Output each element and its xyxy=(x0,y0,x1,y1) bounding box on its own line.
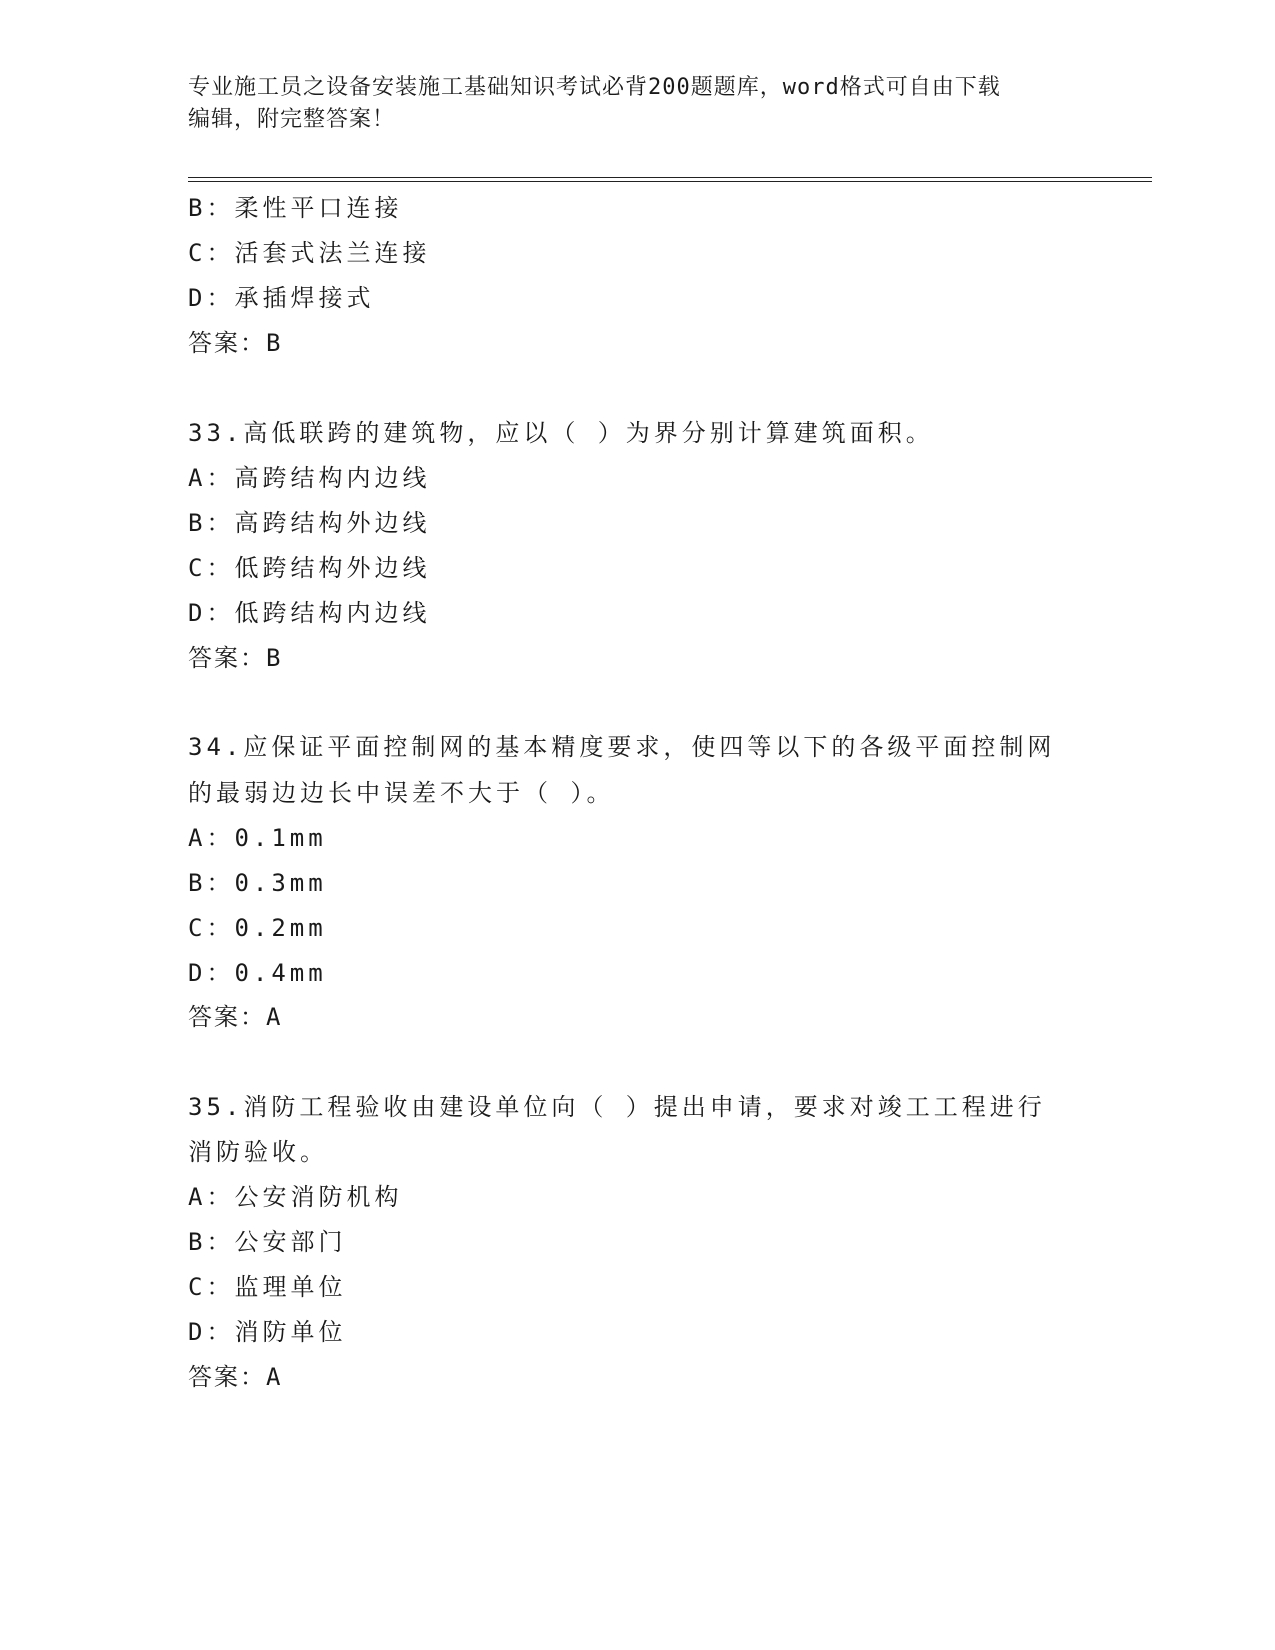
q35-option-c: C：监理单位 xyxy=(188,1273,347,1301)
q32-option-d: D：承插焊接式 xyxy=(188,284,375,312)
header-line-2: 编辑，附完整答案！ xyxy=(188,107,396,132)
q32-option-c: C：活套式法兰连接 xyxy=(188,239,431,267)
header-divider-top xyxy=(188,177,1152,178)
header-line-1: 专业施工员之设备安装施工基础知识考试必背200题题库，word格式可自由下载 xyxy=(188,75,1001,100)
q34-option-c: C：0.2mm xyxy=(188,914,327,942)
q33-option-b: B：高跨结构外边线 xyxy=(188,509,431,537)
q35-question-line-2: 消防验收。 xyxy=(188,1138,328,1166)
q35-answer: 答案：A xyxy=(188,1363,283,1391)
page-header xyxy=(188,72,1068,136)
q34-answer: 答案：A xyxy=(188,1003,283,1031)
q34-question-line-2: 的最弱边边长中误差不大于（ ）。 xyxy=(188,779,615,807)
q34-option-b: B：0.3mm xyxy=(188,869,327,897)
q33-option-a: A：高跨结构内边线 xyxy=(188,464,431,492)
q35-option-d: D：消防单位 xyxy=(188,1318,347,1346)
q34-option-a: A：0.1mm xyxy=(188,824,327,852)
header-divider-bottom xyxy=(188,181,1152,182)
q32-answer: 答案：B xyxy=(188,329,283,357)
q32-option-b: B：柔性平口连接 xyxy=(188,194,403,222)
q35-option-b: B：公安部门 xyxy=(188,1228,347,1256)
q33-answer: 答案：B xyxy=(188,644,283,672)
q34-question-line-1: 34.应保证平面控制网的基本精度要求，使四等以下的各级平面控制网 xyxy=(188,733,1056,761)
q33-question: 33.高低联跨的建筑物，应以（ ）为界分别计算建筑面积。 xyxy=(188,419,934,447)
q35-option-a: A：公安消防机构 xyxy=(188,1183,403,1211)
q34-option-d: D：0.4mm xyxy=(188,959,327,987)
q35-question-line-1: 35.消防工程验收由建设单位向（ ）提出申请，要求对竣工工程进行 xyxy=(188,1093,1046,1121)
q33-option-c: C：低跨结构外边线 xyxy=(188,554,431,582)
q33-option-d: D：低跨结构内边线 xyxy=(188,599,431,627)
